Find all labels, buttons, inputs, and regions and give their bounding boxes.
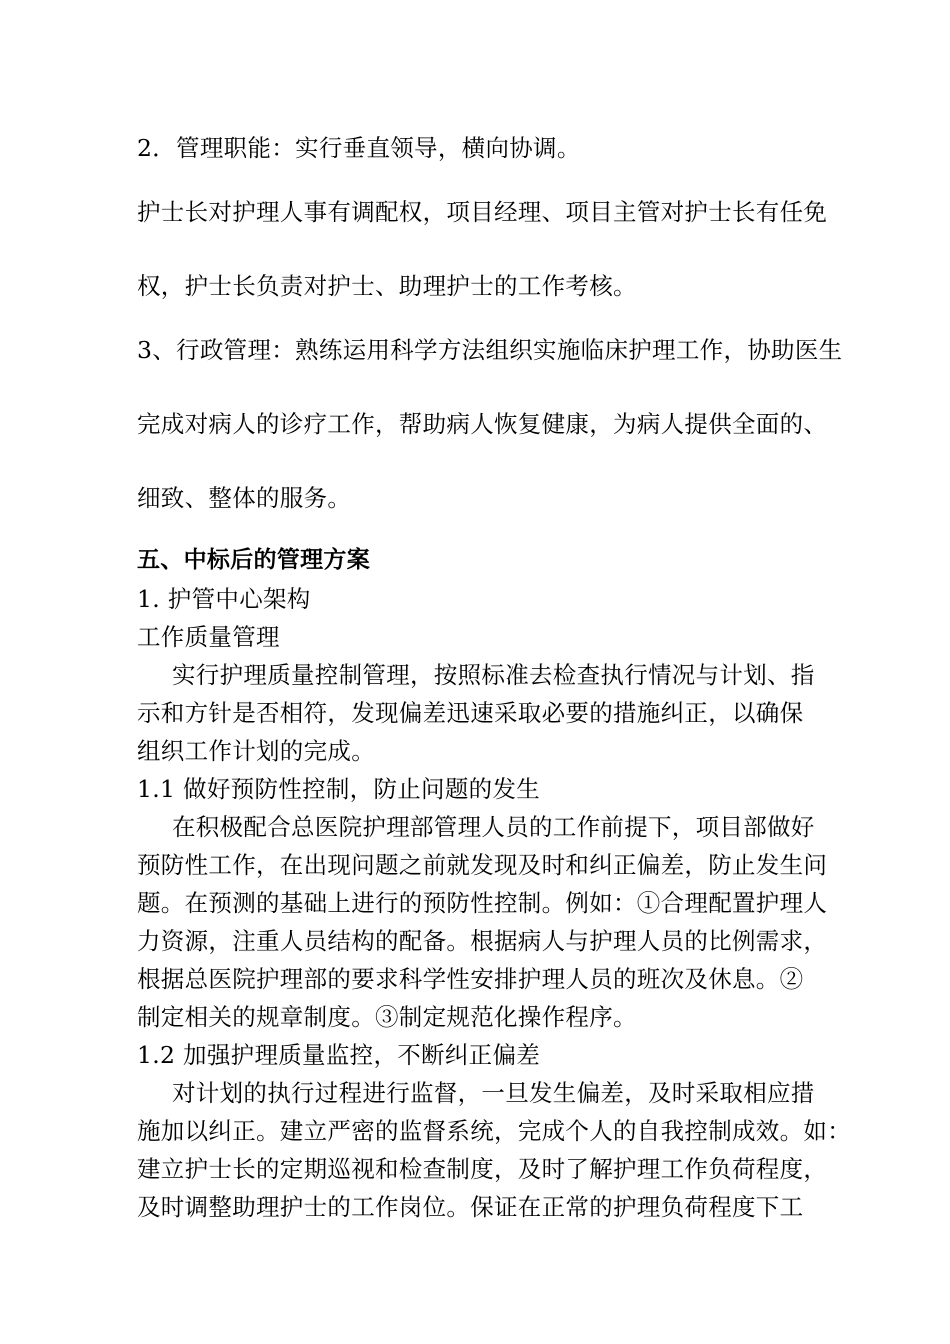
- subsection-heading: 1.2 加强护理质量监控，不断纠正偏差: [137, 1041, 541, 1069]
- text-line-management-function: 2．管理职能：实行垂直领导，横向协调。: [137, 134, 581, 162]
- text-line: 细致、整体的服务。: [137, 484, 352, 512]
- paragraph-line: 力资源，注重人员结构的配备。根据病人与护理人员的比例需求，: [137, 927, 828, 955]
- paragraph-line: 根据总医院护理部的要求科学性安排护理人员的班次及休息。②: [137, 965, 804, 993]
- paragraph-line: 预防性工作，在出现问题之前就发现及时和纠正偏差，防止发生问: [137, 851, 828, 879]
- subsection-heading: 1.1 做好预防性控制，防止问题的发生: [137, 775, 541, 803]
- text-line-administrative-management: 3、行政管理：熟练运用科学方法组织实施临床护理工作，协助医生: [137, 336, 843, 364]
- text-line: 权，护士长负责对护士、助理护士的工作考核。: [137, 272, 637, 300]
- paragraph-line: 建立护士长的定期巡视和检查制度，及时了解护理工作负荷程度，: [137, 1155, 828, 1183]
- text-line: 护士长对护理人事有调配权，项目经理、项目主管对护士长有任免: [137, 198, 828, 226]
- paragraph-line: 对计划的执行过程进行监督，一旦发生偏差，及时采取相应措: [172, 1079, 815, 1107]
- paragraph-line: 施加以纠正。建立严密的监督系统，完成个人的自我控制成效。如：: [137, 1117, 851, 1145]
- paragraph-line: 在积极配合总医院护理部管理人员的工作前提下，项目部做好: [172, 813, 815, 841]
- paragraph-line: 实行护理质量控制管理，按照标准去检查执行情况与计划、指: [172, 661, 815, 689]
- paragraph-line: 题。在预测的基础上进行的预防性控制。例如：①合理配置护理人: [137, 889, 828, 917]
- paragraph-line: 制定相关的规章制度。③制定规范化操作程序。: [137, 1003, 637, 1031]
- subsection-title: 工作质量管理: [137, 623, 280, 651]
- paragraph-line: 及时调整助理护士的工作岗位。保证在正常的护理负荷程度下工: [137, 1193, 804, 1221]
- subsection-heading: 1. 护管中心架构: [137, 585, 311, 613]
- text-line: 完成对病人的诊疗工作，帮助病人恢复健康，为病人提供全面的、: [137, 410, 828, 438]
- section-heading: 五、中标后的管理方案: [137, 547, 370, 573]
- paragraph-line: 示和方针是否相符，发现偏差迅速采取必要的措施纠正，以确保: [137, 699, 804, 727]
- paragraph-line: 组织工作计划的完成。: [137, 737, 375, 765]
